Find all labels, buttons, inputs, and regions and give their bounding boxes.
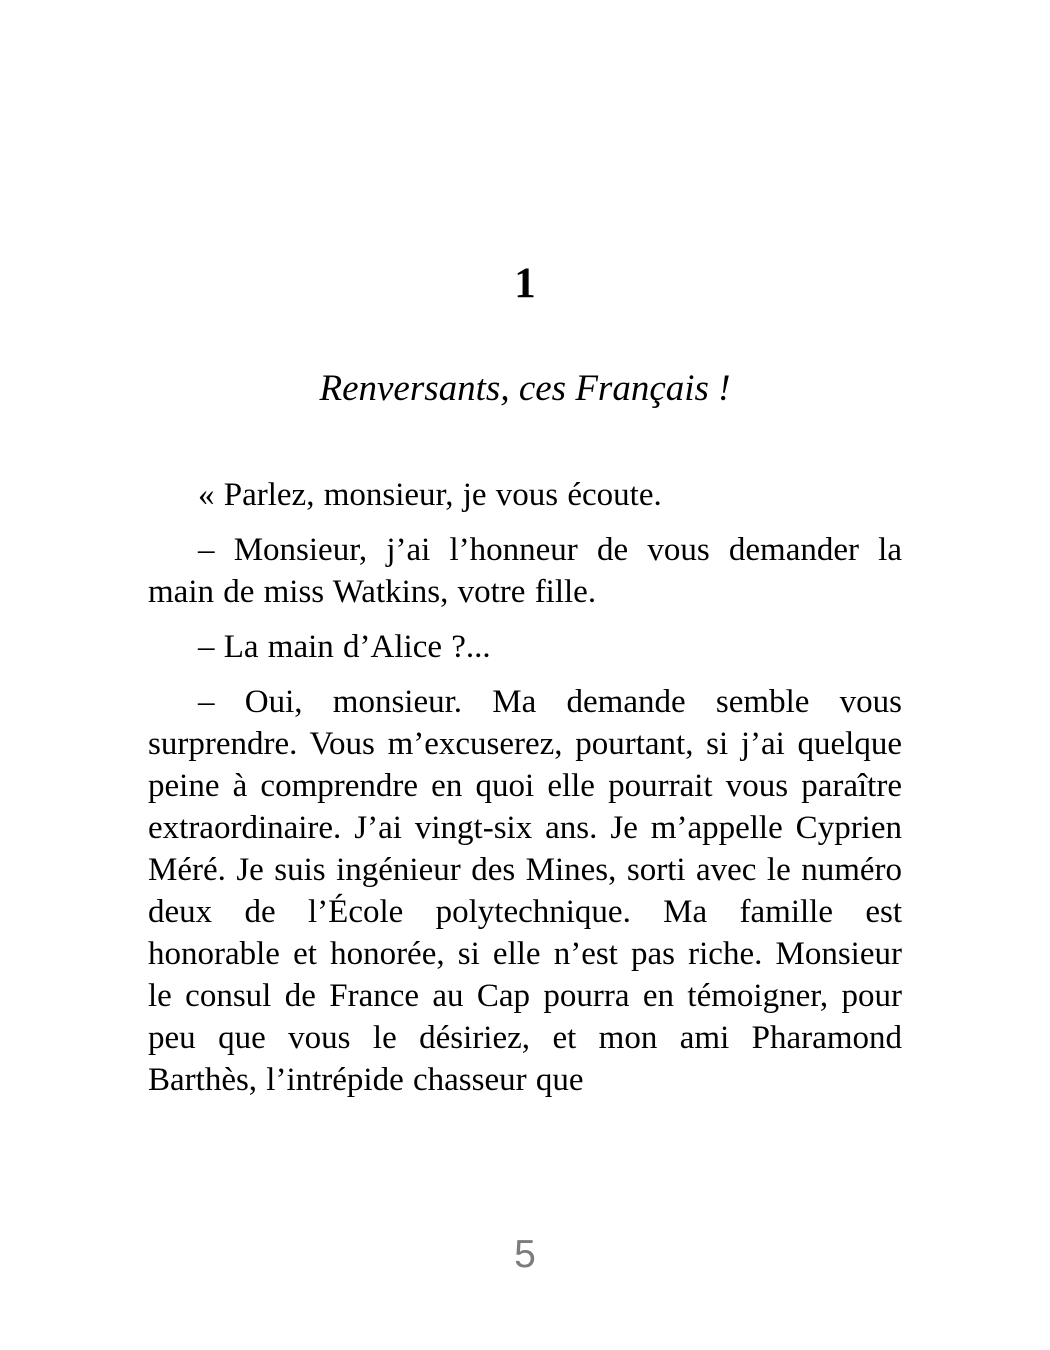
chapter-number: 1 <box>514 260 536 307</box>
text-block <box>148 0 902 1114</box>
page-number: 5 <box>514 1233 536 1276</box>
body-text <box>148 474 902 1101</box>
paragraph: « Parlez, monsieur, je vous écoute. <box>198 477 662 513</box>
paragraph: – Oui, monsieur. Ma demande semble vous surprendre. Vous m’excuserez, pourtant, si j’ai quelque peine à comprendre en quoi elle pourrait vous paraître extraordinaire. J’ai vingt-six ans. Je m’appelle Cyprien Méré. Je suis ingénieur des Mines, sorti avec le numéro deux de l’École polytechnique. Ma famille est honorable et honorée, si elle n’est pas riche. Monsieur le consul de France au Cap pourra en témoigner, pour peu que vous le désiriez, et mon ami Pharamond Barthès, l’intrépide chasseur que <box>148 684 902 1098</box>
chapter-title: Renversants, ces Français ! <box>319 368 731 409</box>
paragraph: – Monsieur, j’ai l’honneur de vous demander la main de miss Watkins, votre fille. <box>148 532 902 610</box>
page-footer <box>0 1234 1050 1276</box>
paragraph: – La main d’Alice ?... <box>198 629 491 665</box>
